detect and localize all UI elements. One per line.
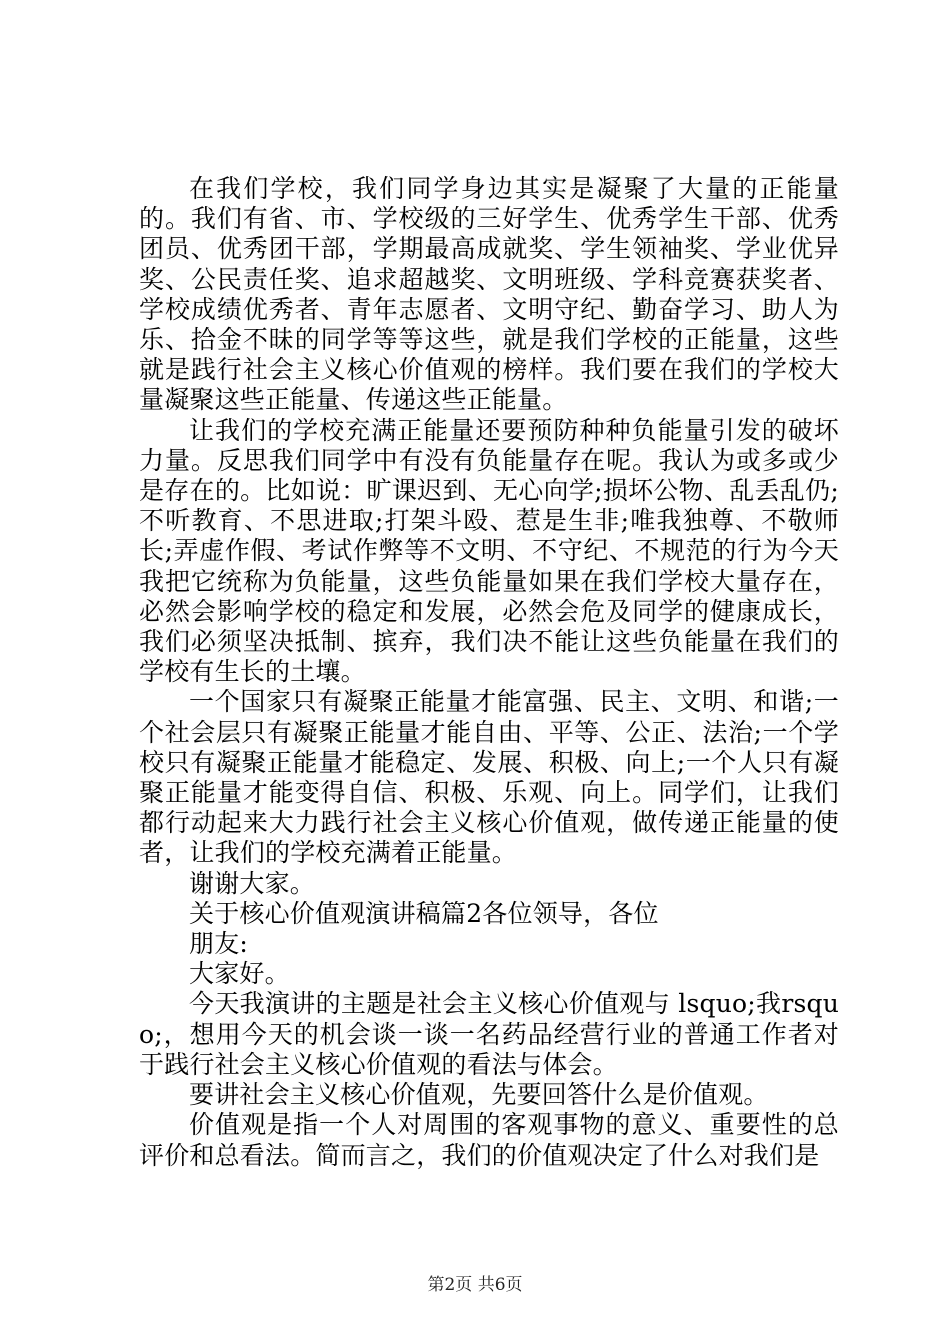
paragraph: 今天我演讲的主题是社会主义核心价值观与 lsquo;我rsquo;，想用今天的机会谈一谈一名药品经营行业的普通工作者对于践行社会主义核心价值观的看法与体会。 xyxy=(139,989,839,1079)
paragraph: 要讲社会主义核心价值观，先要回答什么是价值观。 xyxy=(189,1080,769,1110)
paragraph: 关于核心价值观演讲稿篇2各位领导，各位 xyxy=(189,898,659,928)
paragraph: 谢谢大家。 xyxy=(189,868,316,898)
page-footer: 第2页 共6页 xyxy=(427,1275,523,1295)
paragraph: 让我们的学校充满正能量还要预防种种负能量引发的破坏力量。反思我们同学中有没有负能量存在呢。我认为或多或少是存在的。比如说：旷课迟到、无心向学;损坏公物、乱丢乱仍;不听教育、不思进取;打架斗殴、惹是生非;唯我独尊、不敬师长;弄虚作假、考试作弊等不文明、不守纪、不规范的行为今天我把它统称为负能量，这些负能量如果在我们学校大量存在，必然会影响学校的稳定和发展，必然会危及同学的健康成长，我们必须坚决抵制、摈弃，我们决不能让这些负能量在我们的学校有生长的土壤。 xyxy=(139,415,839,687)
paragraph: 价值观是指一个人对周围的客观事物的意义、重要性的总评价和总看法。简而言之，我们的价值观决定了什么对我们是 xyxy=(139,1110,839,1170)
paragraph: 大家好。 xyxy=(189,959,290,989)
paragraph: 在我们学校，我们同学身边其实是凝聚了大量的正能量的。我们有省、市、学校级的三好学生、优秀学生干部、优秀团员、优秀团干部，学期最高成就奖、学生领袖奖、学业优异奖、公民责任奖、追求超越奖、文明班级、学科竞赛获奖者、学校成绩优秀者、青年志愿者、文明守纪、勤奋学习、助人为乐、拾金不昧的同学等等这些，就是我们学校的正能量，这些就是践行社会主义核心价值观的榜样。我们要在我们的学校大量凝聚这些正能量、传递这些正能量。 xyxy=(139,174,839,415)
paragraph: 朋友: xyxy=(189,929,249,959)
body-text xyxy=(139,174,839,1171)
paragraph: 一个国家只有凝聚正能量才能富强、民主、文明、和谐;一个社会层只有凝聚正能量才能自由、平等、公正、法治;一个学校只有凝聚正能量才能稳定、发展、积极、向上;一个人只有凝聚正能量才能变得自信、积极、乐观、向上。同学们，让我们都行动起来大力践行社会主义核心价值观，做传递正能量的使者，让我们的学校充满着正能量。 xyxy=(139,687,839,868)
